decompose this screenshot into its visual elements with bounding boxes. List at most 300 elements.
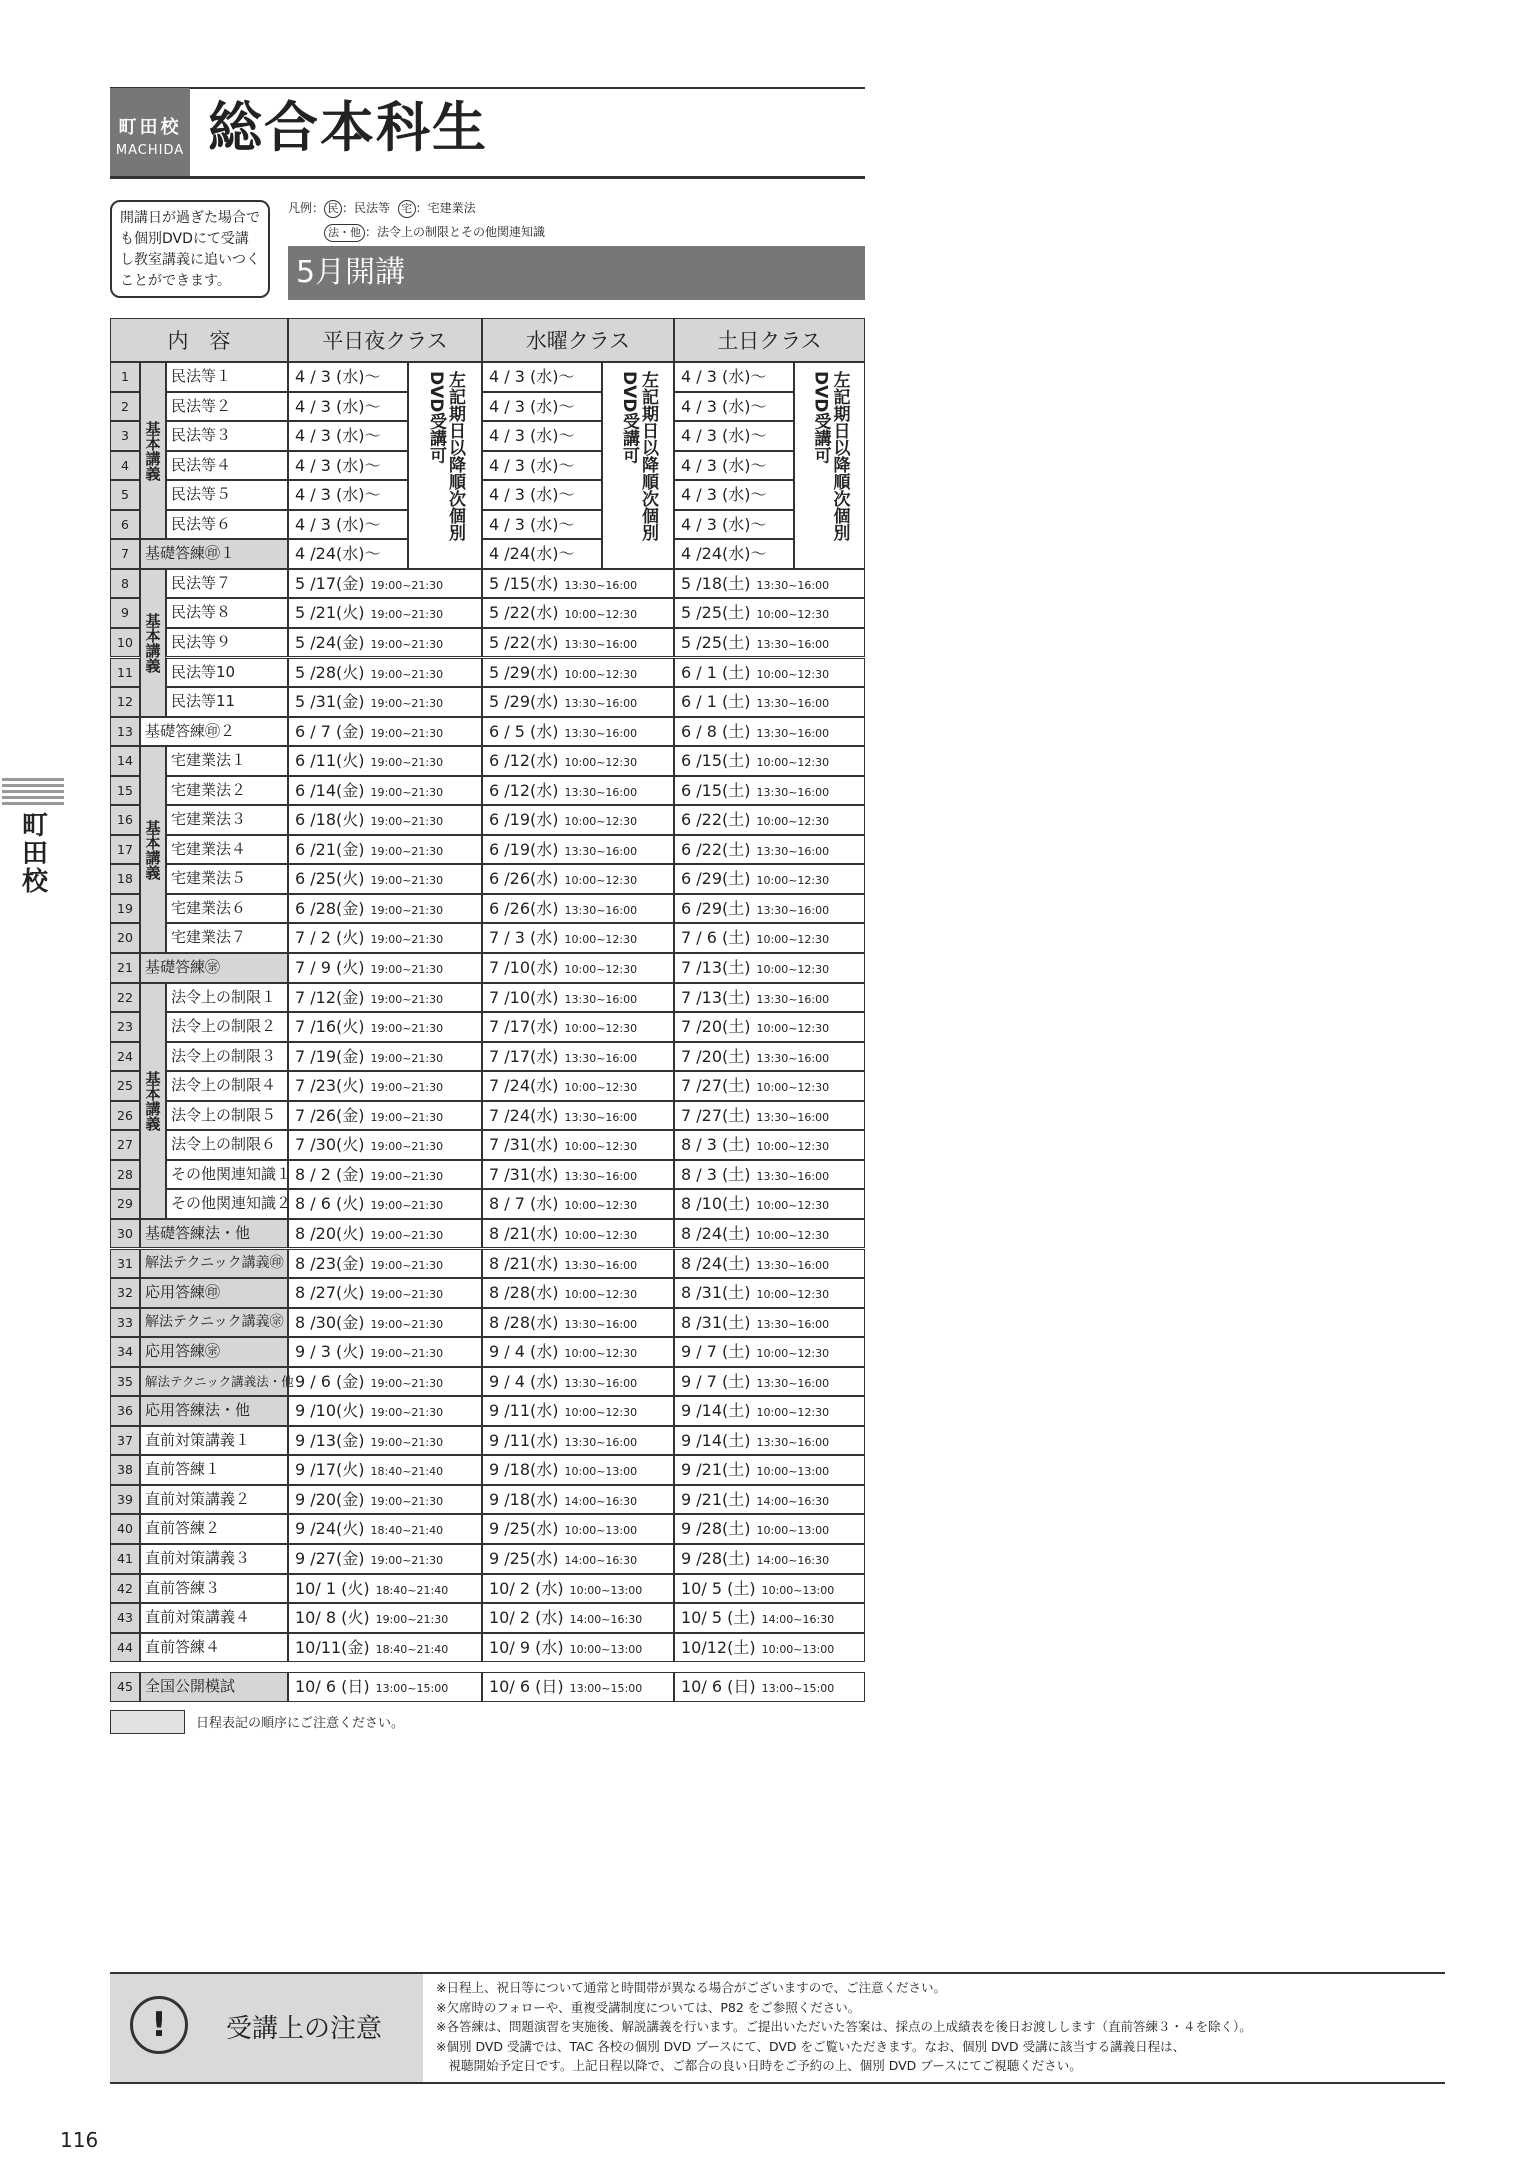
schedule-cell-3: [674, 1603, 865, 1633]
schedule-cell-2: [482, 953, 674, 983]
schedule-cell-2: [482, 421, 602, 451]
time-text: 10:00~13:00: [761, 1642, 835, 1656]
row-number: 17: [110, 835, 140, 865]
time-text: 19:00~21:30: [370, 785, 444, 799]
date-text: 9 /14(土): [681, 1430, 751, 1450]
schedule-cell-1: [288, 1101, 482, 1131]
time-text: 19:00~21:30: [370, 1376, 444, 1390]
date-text: 9 /11(水): [489, 1430, 559, 1450]
row-number: 8: [110, 569, 140, 599]
time-text: 10:00~12:30: [756, 756, 830, 770]
campus-badge: [110, 88, 190, 176]
date-text: 7 /10(水): [489, 958, 559, 977]
row-label: 応用答練㊞: [140, 1278, 288, 1308]
time-text: 13:30~16:00: [756, 726, 830, 740]
date-text: 4 /24(水)～: [489, 544, 575, 564]
schedule-cell-1: [288, 1012, 482, 1042]
date-text: 9 /21(土): [681, 1489, 751, 1509]
schedule-cell-3: [674, 1130, 865, 1160]
schedule-cell-1: [288, 480, 408, 510]
schedule-cell-3: [674, 1071, 865, 1101]
schedule-cell-2: [482, 1544, 674, 1574]
date-text: 8 /24(土): [681, 1223, 751, 1243]
time-text: 13:30~16:00: [756, 785, 830, 799]
time-text: 19:00~21:30: [370, 1051, 444, 1065]
row-number: 33: [110, 1308, 140, 1338]
date-text: 4 / 3 (水)～: [489, 514, 575, 534]
schedule-cell-1: [288, 1308, 482, 1338]
time-text: 13:30~16:00: [756, 1317, 830, 1331]
date-text: 6 / 7 (金): [295, 721, 365, 741]
date-text: 4 / 3 (水)～: [295, 367, 381, 386]
time-text: 13:30~16:00: [756, 903, 830, 917]
time-text: 19:00~21:30: [370, 1317, 444, 1331]
row-number: 36: [110, 1396, 140, 1426]
schedule-cell-1: [288, 1130, 482, 1160]
date-text: 6 /18(火): [295, 810, 365, 830]
schedule-cell-2: [482, 451, 602, 481]
schedule-cell-3: [674, 1337, 865, 1367]
row-label: 民法等２: [166, 392, 288, 422]
row-label: 直前対策講義１: [140, 1426, 288, 1456]
row-label: 民法等11: [166, 687, 288, 717]
date-text: 6 /28(金): [295, 898, 365, 918]
row-label: 宅建業法７: [166, 923, 288, 953]
time-text: 13:30~16:00: [564, 578, 638, 592]
legend: [288, 196, 545, 244]
schedule-cell-2: [482, 1672, 674, 1702]
date-text: 4 / 3 (水)～: [681, 514, 767, 534]
time-text: 19:00~21:30: [370, 992, 444, 1006]
campus-roman: MACHIDA: [115, 143, 185, 158]
time-text: 13:30~16:00: [756, 578, 830, 592]
time-text: 10:00~12:30: [756, 608, 830, 622]
schedule-cell-1: [288, 1249, 482, 1279]
dvd-note-text: 左記期日以降順次個別DVD受講可: [426, 371, 465, 541]
date-text: 10/ 9 (水): [489, 1637, 564, 1657]
schedule-cell-2: [482, 1160, 674, 1190]
schedule-cell-1: [288, 628, 482, 658]
time-text: 13:30~16:00: [756, 1110, 830, 1124]
schedule-cell-3: [674, 1672, 865, 1702]
schedule-cell-1: [288, 864, 482, 894]
time-text: 10:00~12:30: [756, 1022, 830, 1036]
date-text: 9 /27(金): [295, 1549, 365, 1568]
row-label: 応用答練㊪: [140, 1337, 288, 1367]
min-mark-icon: 民: [324, 200, 342, 218]
time-text: 10:00~13:00: [569, 1583, 643, 1597]
schedule-cell-2: [482, 1455, 674, 1485]
row-number: 44: [110, 1633, 140, 1663]
time-text: 19:00~21:30: [370, 1347, 444, 1361]
time-text: 10:00~12:30: [564, 1347, 638, 1361]
time-text: 10:00~12:30: [564, 756, 638, 770]
row-number: 45: [110, 1672, 140, 1702]
side-tab-label: 町田校: [17, 811, 48, 895]
schedule-cell-3: [674, 923, 865, 953]
date-text: 5 /25(土): [681, 603, 751, 623]
order-legend-swatch: [110, 1710, 185, 1734]
group-label: [140, 746, 166, 953]
row-number: 28: [110, 1160, 140, 1190]
date-text: 10/ 6 (日): [681, 1677, 756, 1697]
schedule-cell-3: [674, 1367, 865, 1397]
row-label: 法令上の制限２: [166, 1012, 288, 1042]
date-text: 6 / 8 (土): [681, 721, 751, 741]
schedule-cell-1: [288, 392, 408, 422]
group-label-text: 基本講義: [143, 420, 162, 481]
schedule-cell-1: [288, 1278, 482, 1308]
caution-note: ※日程上、祝日等について通常と時間帯が異なる場合がございますので、ご注意ください。: [436, 1980, 946, 1995]
time-text: 19:00~21:30: [370, 1081, 444, 1095]
schedule-cell-2: [482, 835, 674, 865]
time-text: 19:00~21:30: [370, 1022, 444, 1036]
group-label: [140, 569, 166, 717]
schedule-cell-2: [482, 687, 674, 717]
time-text: 13:30~16:00: [564, 992, 638, 1006]
schedule-cell-2: [482, 776, 674, 806]
time-text: 13:30~16:00: [756, 844, 830, 858]
time-text: 13:30~16:00: [564, 1258, 638, 1272]
schedule-cell-1: [288, 687, 482, 717]
legend-min-text: ：民法等: [342, 201, 391, 215]
row-label: 基礎答練㊞２: [140, 717, 288, 747]
schedule-cell-3: [674, 1249, 865, 1279]
time-text: 19:00~21:30: [370, 1435, 444, 1449]
schedule-cell-2: [482, 1337, 674, 1367]
date-text: 7 /16(火): [295, 1017, 365, 1037]
time-text: 13:00~15:00: [761, 1682, 835, 1696]
time-text: 10:00~12:30: [564, 608, 638, 622]
col-header-weeknight: 平日夜クラス: [288, 318, 482, 362]
row-label: 法令上の制限１: [166, 983, 288, 1013]
time-text: 10:00~12:30: [756, 815, 830, 829]
caution-note: ※各答練は、問題演習を実施後、解説講義を行います。ご提出いただいた答案は、採点の上成績表を後日お渡しします（直前答練３・４を除く）。: [436, 2019, 1252, 2034]
row-number: 10: [110, 628, 140, 658]
date-text: 9 / 7 (土): [681, 1342, 751, 1362]
schedule-cell-3: [674, 480, 794, 510]
schedule-cell-2: [482, 480, 602, 510]
schedule-cell-2: [482, 717, 674, 747]
schedule-cell-3: [674, 1544, 865, 1574]
date-text: 8 /20(火): [295, 1223, 365, 1243]
row-label: 基礎答練㊪: [140, 953, 288, 983]
schedule-cell-2: [482, 864, 674, 894]
date-text: 8 / 6 (火): [295, 1194, 365, 1214]
time-text: 13:30~16:00: [564, 1169, 638, 1183]
legend-hou-text: ：法令上の制限とその他関連知識: [365, 225, 546, 239]
time-text: 13:00~15:00: [375, 1682, 449, 1696]
row-number: 22: [110, 983, 140, 1013]
time-text: 13:30~16:00: [756, 637, 830, 651]
schedule-cell-3: [674, 392, 794, 422]
schedule-cell-1: [288, 1071, 482, 1101]
date-text: 6 /21(金): [295, 839, 365, 859]
date-text: 8 /31(土): [681, 1312, 751, 1332]
schedule-cell-1: [288, 1367, 482, 1397]
date-text: 7 /20(土): [681, 1017, 751, 1037]
date-text: 7 /19(金): [295, 1046, 365, 1066]
schedule-cell-3: [674, 1396, 865, 1426]
schedule-cell-3: [674, 1455, 865, 1485]
date-text: 5 /29(水): [489, 662, 559, 682]
schedule-cell-2: [482, 628, 674, 658]
schedule-cell-3: [674, 864, 865, 894]
col-header-wednesday: 水曜クラス: [482, 318, 674, 362]
row-number: 2: [110, 392, 140, 422]
time-text: 19:00~21:30: [370, 1258, 444, 1272]
schedule-cell-2: [482, 1012, 674, 1042]
date-text: 7 /27(土): [681, 1105, 751, 1125]
schedule-cell-3: [674, 776, 865, 806]
group-label-text: 基本講義: [143, 819, 162, 880]
time-text: 10:00~13:00: [569, 1642, 643, 1656]
schedule-cell-1: [288, 598, 482, 628]
row-number: 26: [110, 1101, 140, 1131]
row-label: その他関連知識２: [166, 1189, 288, 1219]
schedule-cell-3: [674, 362, 794, 392]
schedule-cell-3: [674, 1278, 865, 1308]
schedule-cell-2: [482, 1308, 674, 1338]
row-label: 基礎答練㊞１: [140, 539, 288, 569]
date-text: 9 /18(水): [489, 1489, 559, 1509]
date-text: 5 /15(水): [489, 573, 559, 593]
time-text: 10:00~13:00: [756, 1524, 830, 1538]
schedule-cell-2: [482, 598, 674, 628]
date-text: 5 /22(水): [489, 603, 559, 623]
row-number: 25: [110, 1071, 140, 1101]
row-label: 解法テクニック講義㊞: [140, 1249, 288, 1279]
schedule-cell-3: [674, 510, 794, 540]
row-number: 34: [110, 1337, 140, 1367]
time-text: 13:30~16:00: [756, 1258, 830, 1272]
time-text: 19:00~21:30: [370, 963, 444, 976]
date-text: 7 /20(土): [681, 1046, 751, 1066]
date-text: 10/ 2 (水): [489, 1578, 564, 1598]
date-text: 9 / 7 (土): [681, 1371, 751, 1391]
row-number: 42: [110, 1574, 140, 1604]
schedule-cell-3: [674, 1101, 865, 1131]
date-text: 8 /23(金): [295, 1253, 365, 1273]
schedule-cell-3: [674, 1633, 865, 1663]
time-text: 10:00~12:30: [564, 1140, 638, 1154]
row-number: 29: [110, 1189, 140, 1219]
schedule-cell-1: [288, 1574, 482, 1604]
schedule-cell-2: [482, 1603, 674, 1633]
date-text: 9 / 6 (金): [295, 1371, 365, 1391]
date-text: 7 /13(土): [681, 958, 751, 977]
schedule-cell-2: [482, 1189, 674, 1219]
time-text: 14:00~16:30: [761, 1613, 835, 1627]
time-text: 13:30~16:00: [564, 1051, 638, 1065]
time-text: 13:30~16:00: [756, 697, 830, 711]
time-text: 10:00~12:30: [756, 1199, 830, 1213]
date-text: 8 /31(土): [681, 1283, 751, 1303]
date-text: 5 /17(金): [295, 573, 365, 593]
time-text: 10:00~12:30: [756, 874, 830, 888]
date-text: 6 /19(水): [489, 810, 559, 830]
taku-mark-icon: 宅: [398, 200, 416, 218]
date-text: 7 / 3 (水): [489, 928, 559, 948]
schedule-cell-1: [288, 1455, 482, 1485]
date-text: 8 /10(土): [681, 1194, 751, 1214]
row-label: 法令上の制限３: [166, 1042, 288, 1072]
row-label: 全国公開模試: [140, 1672, 288, 1702]
date-text: 10/ 2 (水): [489, 1608, 564, 1628]
date-text: 9 /25(水): [489, 1549, 559, 1568]
date-text: 9 /14(土): [681, 1401, 751, 1421]
date-text: 7 /30(火): [295, 1135, 365, 1155]
schedule-cell-1: [288, 1603, 482, 1633]
date-text: 6 / 1 (土): [681, 692, 751, 712]
time-text: 19:00~21:30: [370, 874, 444, 888]
date-text: 8 /28(水): [489, 1312, 559, 1332]
schedule-cell-2: [482, 1071, 674, 1101]
time-text: 13:30~16:00: [564, 903, 638, 917]
time-text: 19:00~21:30: [370, 608, 444, 622]
time-text: 10:00~12:30: [756, 963, 830, 976]
time-text: 10:00~12:30: [564, 1406, 638, 1420]
page-title: 総合本科生: [208, 96, 488, 159]
row-label: 直前答練３: [140, 1574, 288, 1604]
time-text: 19:00~21:30: [370, 726, 444, 740]
row-number: 31: [110, 1249, 140, 1279]
schedule-cell-1: [288, 1160, 482, 1190]
time-text: 19:00~21:30: [370, 1169, 444, 1183]
schedule-cell-1: [288, 658, 482, 688]
side-tab: [0, 778, 66, 895]
date-text: 4 / 3 (水)～: [489, 367, 575, 386]
schedule-cell-2: [482, 983, 674, 1013]
row-number: 14: [110, 746, 140, 776]
time-text: 19:00~21:30: [370, 1288, 444, 1302]
date-text: 7 /24(水): [489, 1105, 559, 1125]
schedule-cell-1: [288, 1485, 482, 1515]
schedule-cell-3: [674, 451, 794, 481]
row-number: 27: [110, 1130, 140, 1160]
hou-mark-icon: 法・他: [324, 224, 365, 242]
date-text: 6 /26(水): [489, 869, 559, 889]
schedule-cell-1: [288, 1396, 482, 1426]
date-text: 5 /29(水): [489, 692, 559, 712]
schedule-cell-2: [482, 510, 602, 540]
date-text: 7 /23(火): [295, 1076, 365, 1096]
row-label: 民法等８: [166, 598, 288, 628]
date-text: 7 /27(土): [681, 1076, 751, 1096]
row-label: 直前答練１: [140, 1455, 288, 1485]
date-text: 10/ 6 (日): [295, 1677, 370, 1697]
schedule-cell-1: [288, 805, 482, 835]
schedule-cell-3: [674, 687, 865, 717]
row-number: 41: [110, 1544, 140, 1574]
schedule-cell-3: [674, 1189, 865, 1219]
date-text: 6 /26(水): [489, 898, 559, 918]
date-text: 7 /31(水): [489, 1164, 559, 1184]
time-text: 19:00~21:30: [370, 933, 444, 947]
row-number: 18: [110, 864, 140, 894]
date-text: 4 / 3 (水)～: [295, 396, 381, 416]
row-label: 応用答練法・他: [140, 1396, 288, 1426]
time-text: 13:00~15:00: [569, 1682, 643, 1696]
row-number: 4: [110, 451, 140, 481]
date-text: 9 / 4 (水): [489, 1342, 559, 1362]
time-text: 19:00~21:30: [370, 1199, 444, 1213]
date-text: 6 / 1 (土): [681, 662, 751, 682]
row-number: 19: [110, 894, 140, 924]
schedule-cell-2: [482, 1042, 674, 1072]
date-text: 6 /12(水): [489, 780, 559, 800]
time-text: 10:00~12:30: [564, 963, 638, 976]
schedule-cell-3: [674, 658, 865, 688]
date-text: 9 /17(火): [295, 1460, 365, 1480]
schedule-cell-1: [288, 835, 482, 865]
schedule-cell-1: [288, 1514, 482, 1544]
schedule-cell-1: [288, 1042, 482, 1072]
schedule-cell-3: [674, 805, 865, 835]
date-text: 4 / 3 (水)～: [681, 426, 767, 446]
date-text: 8 / 3 (土): [681, 1164, 751, 1184]
date-text: 9 /11(水): [489, 1401, 559, 1421]
time-text: 14:00~16:30: [564, 1494, 638, 1508]
schedule-cell-3: [674, 835, 865, 865]
schedule-cell-2: [482, 1367, 674, 1397]
date-text: 4 /24(水)～: [681, 544, 767, 564]
row-label: 直前答練２: [140, 1514, 288, 1544]
time-text: 19:00~21:30: [370, 1406, 444, 1420]
schedule-cell-1: [288, 510, 408, 540]
time-text: 18:40~21:40: [370, 1524, 444, 1538]
date-text: 6 /15(土): [681, 780, 751, 800]
time-text: 10:00~12:30: [564, 667, 638, 681]
row-number: 30: [110, 1219, 140, 1249]
exclamation-icon: !: [130, 1996, 188, 2054]
date-text: 9 /28(土): [681, 1549, 751, 1568]
row-label: 法令上の制限５: [166, 1101, 288, 1131]
schedule-cell-1: [288, 1337, 482, 1367]
time-text: 13:30~16:00: [564, 1376, 638, 1390]
row-number: 1: [110, 362, 140, 392]
group-label-text: 基本講義: [143, 1070, 162, 1131]
legend-prefix: 凡例：: [288, 201, 325, 215]
date-text: 8 /21(水): [489, 1223, 559, 1243]
row-label: 宅建業法４: [166, 835, 288, 865]
time-text: 19:00~21:30: [375, 1613, 449, 1627]
time-text: 13:30~16:00: [564, 844, 638, 858]
date-text: 6 /11(火): [295, 751, 365, 771]
row-label: 直前対策講義２: [140, 1485, 288, 1515]
schedule-cell-1: [288, 923, 482, 953]
legend-taku-text: ：宅建業法: [415, 201, 476, 215]
row-number: 40: [110, 1514, 140, 1544]
schedule-cell-2: [482, 1219, 674, 1249]
row-label: 宅建業法３: [166, 805, 288, 835]
date-text: 9 / 3 (火): [295, 1342, 365, 1362]
date-text: 7 /26(金): [295, 1105, 365, 1125]
schedule-cell-3: [674, 1308, 865, 1338]
row-label: 直前対策講義３: [140, 1544, 288, 1574]
schedule-cell-1: [288, 1189, 482, 1219]
dvd-note-cell: [602, 362, 674, 569]
date-text: 4 / 3 (水)～: [295, 455, 381, 475]
time-text: 10:00~12:30: [756, 1228, 830, 1242]
time-text: 18:40~21:40: [370, 1465, 444, 1479]
schedule-cell-3: [674, 539, 794, 569]
time-text: 13:30~16:00: [756, 1051, 830, 1065]
date-text: 8 / 7 (水): [489, 1194, 559, 1214]
time-text: 19:00~21:30: [370, 637, 444, 651]
time-text: 10:00~13:00: [761, 1583, 835, 1597]
time-text: 13:30~16:00: [564, 785, 638, 799]
